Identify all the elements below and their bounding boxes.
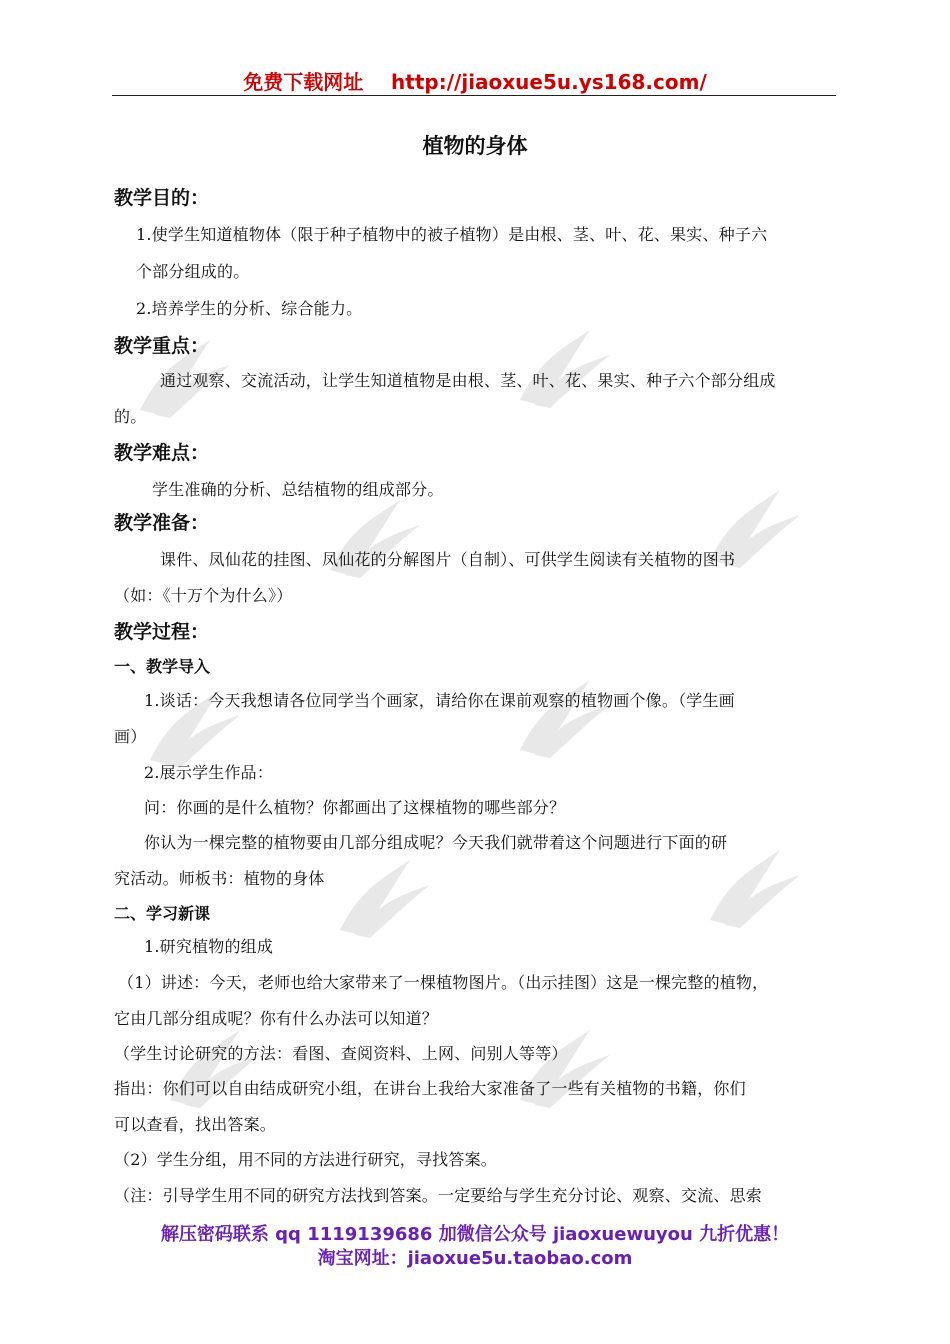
difficulty-line-1: 学生准确的分析、总结植物的组成部分。 xyxy=(152,480,444,499)
watermark-logo-icon xyxy=(320,850,470,940)
subheading-intro: 一、教学导入 xyxy=(114,657,211,676)
intro-line-4: 问：你画的是什么植物？你都画出了这棵植物的哪些部分？ xyxy=(144,798,566,817)
header-divider xyxy=(112,95,836,96)
watermark-logo-icon xyxy=(690,840,840,930)
footer-shop-link[interactable]: 淘宝网址：jiaoxue5u.taobao.com xyxy=(317,1248,633,1269)
intro-line-3: 2.展示学生作品： xyxy=(144,763,274,782)
lesson-line-7: （2）学生分组，用不同的方法进行研究，寻找答案。 xyxy=(114,1150,497,1169)
subheading-new-lesson: 二、学习新课 xyxy=(114,904,211,923)
heading-teaching-prep: 教学准备： xyxy=(114,512,210,534)
prep-line-1: 课件、凤仙花的挂图、凤仙花的分解图片（自制）、可供学生阅读有关植物的图书 xyxy=(160,550,736,569)
heading-teaching-goal: 教学目的： xyxy=(114,187,210,209)
lesson-line-6: 可以查看，找出答案。 xyxy=(114,1115,277,1134)
lesson-line-4: （学生讨论研究的方法：看图、查阅资料、上网、问别人等等） xyxy=(114,1044,568,1063)
lesson-line-3: 它由几部分组成呢？你有什么办法可以知道？ xyxy=(114,1009,439,1028)
intro-line-2: 画） xyxy=(114,727,147,746)
header-download-link[interactable]: 免费下载网址 http://jiaoxue5u.ys168.com/ xyxy=(243,70,707,94)
goal-line-2: 个部分组成的。 xyxy=(136,262,250,281)
lesson-line-1: 1.研究植物的组成 xyxy=(144,937,274,956)
lesson-line-2: （1）讲述：今天，老师也给大家带来了一棵植物图片。（出示挂图）这是一棵完整的植物， xyxy=(118,973,769,992)
footer-contact-line: 解压密码联系 qq 1119139686 加微信公众号 jiaoxuewuyou 九折优惠！ xyxy=(160,1224,790,1245)
goal-line-3: 2.培养学生的分析、综合能力。 xyxy=(136,299,363,318)
intro-line-5: 你认为一棵完整的植物要由几部分组成呢？今天我们就带着这个问题进行下面的研 xyxy=(144,833,728,852)
lesson-line-8: （注：引导学生用不同的研究方法找到答案。一定要给与学生充分讨论、观察、交流、思索 xyxy=(114,1186,763,1205)
lesson-line-5: 指出：你们可以自由结成研究小组，在讲台上我给大家准备了一些有关植物的书籍，你们 xyxy=(114,1079,746,1098)
focus-line-2: 的。 xyxy=(114,407,147,426)
goal-line-1: 1.使学生知道植物体（限于种子植物中的被子植物）是由根、茎、叶、花、果实、种子六 xyxy=(136,225,768,244)
focus-line-1: 通过观察、交流活动，让学生知道植物是由根、茎、叶、花、果实、种子六个部分组成 xyxy=(160,371,776,390)
watermark-logo-icon xyxy=(500,670,650,760)
heading-teaching-focus: 教学重点： xyxy=(114,335,210,357)
watermark-logo-icon xyxy=(500,320,650,410)
heading-teaching-difficulty: 教学难点： xyxy=(114,442,210,464)
page-title: 植物的身体 xyxy=(422,134,528,158)
prep-line-2: （如：《十万个为什么》） xyxy=(114,586,293,605)
heading-teaching-process: 教学过程： xyxy=(114,621,210,643)
intro-line-6: 究活动。师板书：植物的身体 xyxy=(114,869,325,888)
intro-line-1: 1.谈话：今天我想请各位同学当个画家，请给你在课前观察的植物画个像。（学生画 xyxy=(144,691,735,710)
